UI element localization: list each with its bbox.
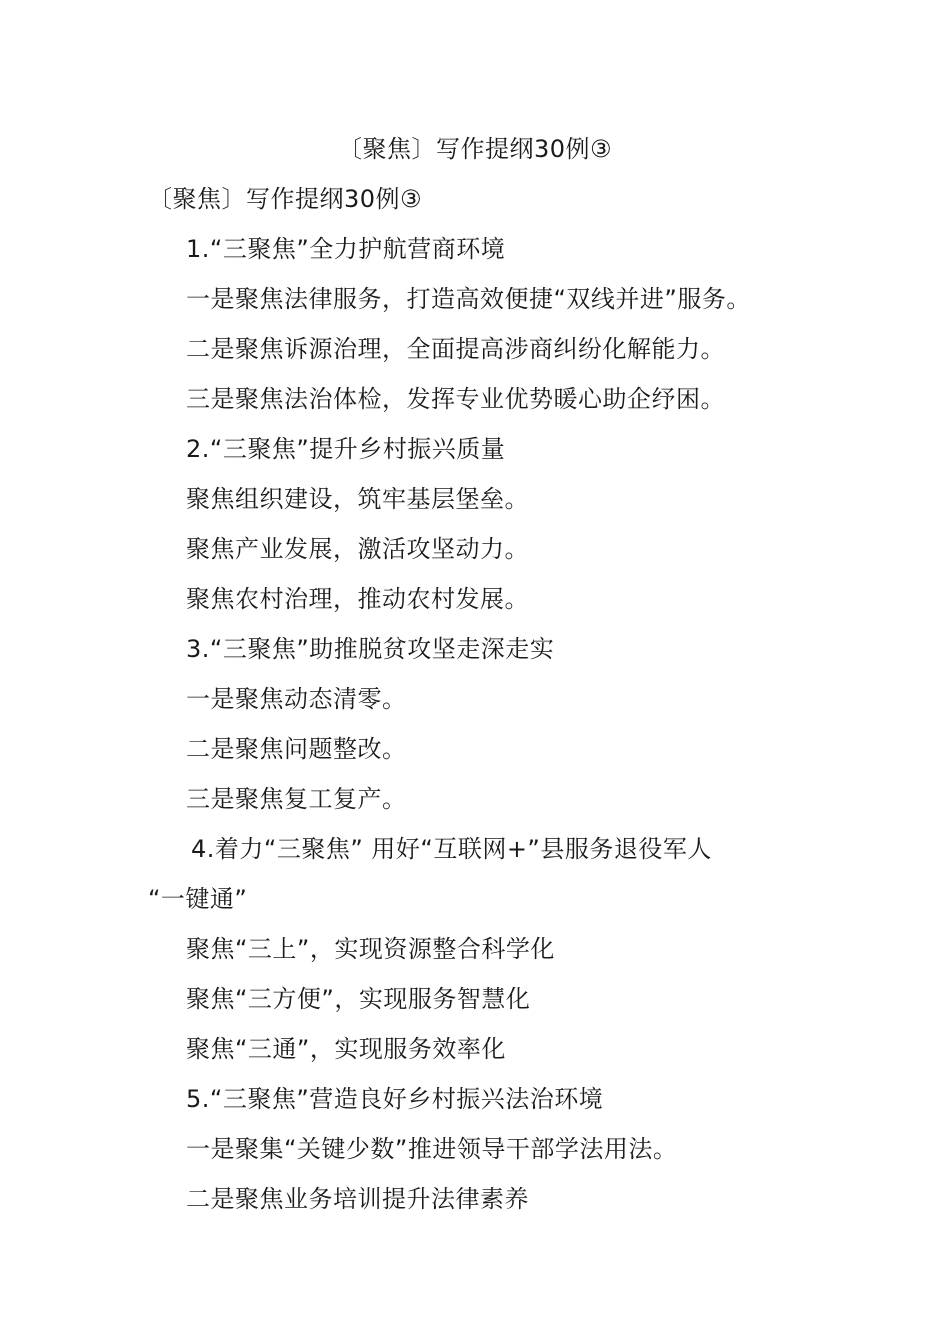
document-subtitle: 〔聚焦〕写作提纲30例③ [148, 185, 423, 213]
paragraph-line: 聚焦“三方便”，实现服务智慧化 [186, 985, 531, 1013]
section-heading-1: 1.“三聚焦”全力护航营商环境 [186, 235, 506, 263]
section-heading-3: 3.“三聚焦”助推脱贫攻坚走深走实 [186, 635, 555, 663]
paragraph-line: 聚焦组织建设，筑牢基层堡垒。 [186, 485, 529, 513]
paragraph-line: 三是聚焦法治体检，发挥专业优势暖心助企纾困。 [186, 385, 725, 413]
paragraph-line: 聚焦农村治理，推动农村发展。 [186, 585, 529, 613]
paragraph-line: 聚焦“三上”，实现资源整合科学化 [186, 935, 555, 963]
paragraph-line: 一是聚集“关键少数”推进领导干部学法用法。 [186, 1135, 678, 1163]
paragraph-line: 聚焦“三通”，实现服务效率化 [186, 1035, 506, 1063]
section-heading-2: 2.“三聚焦”提升乡村振兴质量 [186, 435, 506, 463]
document-title: 〔聚焦〕写作提纲30例③ [337, 135, 613, 163]
paragraph-line: 二是聚焦问题整改。 [186, 735, 407, 763]
section-heading-4: 4.着力“三聚焦” 用好“互联网+”县服务退役军人 [191, 835, 712, 863]
paragraph-line: 一是聚焦动态清零。 [186, 685, 407, 713]
paragraph-line: 二是聚焦诉源治理，全面提高涉商纠纷化解能力。 [186, 335, 725, 363]
paragraph-line: 一是聚焦法律服务，打造高效便捷“双线并进”服务。 [186, 285, 751, 313]
section-heading-4-continuation: “一键通” [148, 885, 248, 913]
section-heading-5: 5.“三聚焦”营造良好乡村振兴法治环境 [186, 1085, 604, 1113]
paragraph-line: 聚焦产业发展，激活攻坚动力。 [186, 535, 529, 563]
paragraph-line: 三是聚焦复工复产。 [186, 785, 407, 813]
paragraph-line: 二是聚焦业务培训提升法律素养 [186, 1185, 529, 1213]
